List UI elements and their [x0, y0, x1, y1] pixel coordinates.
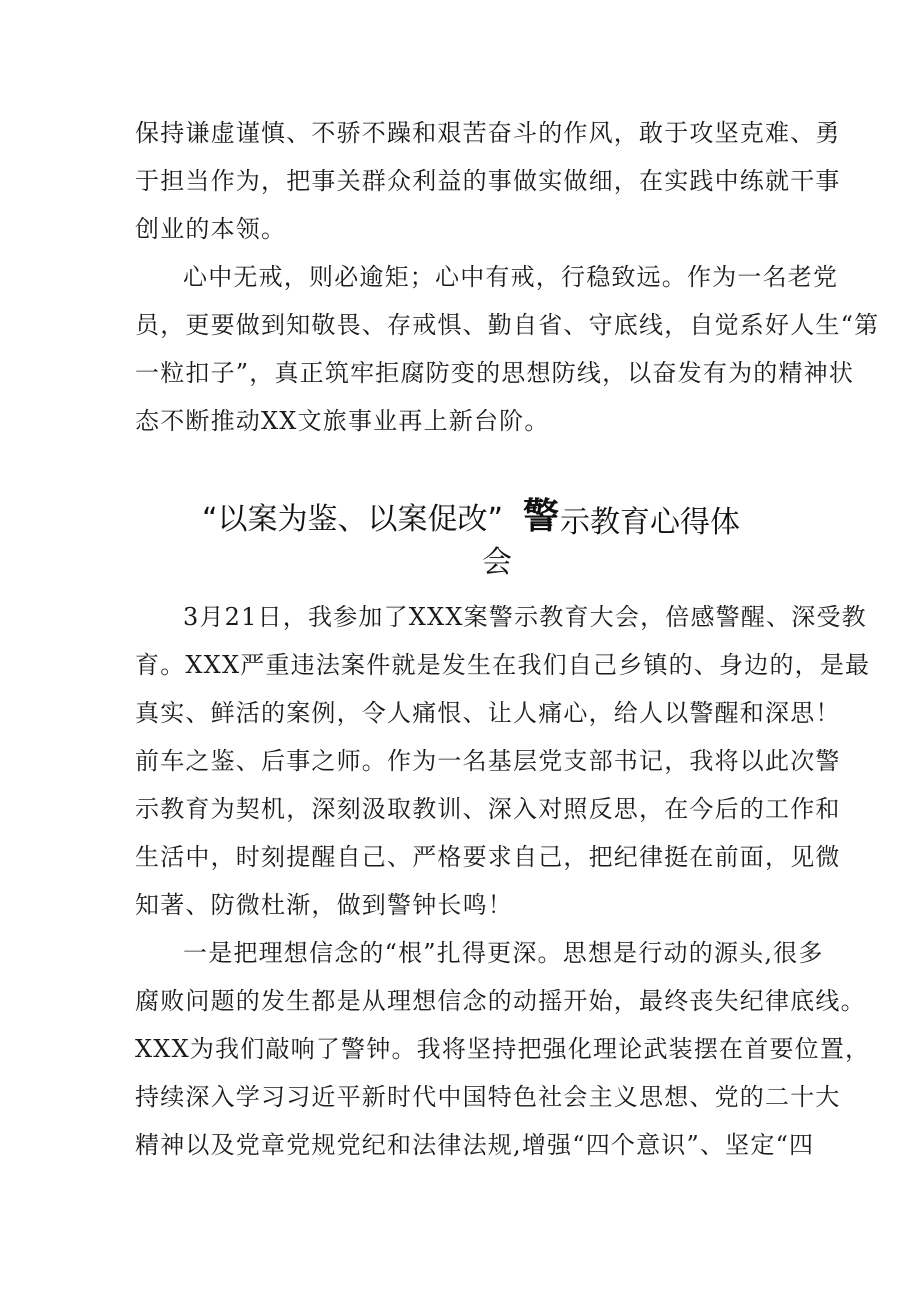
- article-text-line-11: 持续深入学习习近平新时代中国特色社会主义思想、党的二十大: [135, 1083, 841, 1111]
- article-title-part2: 示教育心得体: [560, 505, 740, 540]
- article-text-line-9: 腐败问题的发生都是从理想信念的动摇开始，最终丧失纪律底线。: [135, 987, 866, 1015]
- article-text-line-10: XXX为我们敲响了警钟。我将坚持把强化理论武装摆在首要位置，: [135, 1035, 871, 1063]
- article-title-line2: 会: [482, 545, 512, 580]
- prev-text-line-4: 心中无戒，则必逾矩；心中有戒，行稳致远。作为一名老党: [183, 263, 839, 291]
- prev-text-line-7: 态不断推动XX文旅事业再上新台阶。: [135, 407, 550, 435]
- prev-text-line-3: 创业的本领。: [135, 215, 287, 243]
- article-text-line-4: 前车之鉴、后事之师。作为一名基层党支部书记，我将以此次警: [135, 747, 841, 775]
- prev-text-line-6: 一粒扣子”，真正筑牢拒腐防变的思想防线，以奋发有为的精神状: [135, 359, 855, 387]
- article-text-line-12: 精神以及党章党规党纪和法律法规,增强“四个意识”、坚定“四: [135, 1131, 815, 1159]
- article-text-line-8: 一是把理想信念的“根”扎得更深。思想是行动的源头,很多: [183, 939, 824, 967]
- article-text-line-6: 生活中，时刻提醒自己、严格要求自己，把纪律挺在前面，见微: [135, 843, 841, 871]
- article-text-line-2: 育。XXX严重违法案件就是发生在我们自己乡镇的、身边的，是最: [135, 651, 871, 679]
- article-text-line-1: 3月21日，我参加了XXX案警示教育大会，倍感警醒、深受教: [183, 603, 867, 631]
- article-text-line-3: 真实、鲜活的案例，令人痛恨、让人痛心，给人以警醒和深思！: [135, 699, 841, 727]
- prev-text-line-5: 员，更要做到知敬畏、存戒惧、勤自省、守底线，自觉系好人生“第: [135, 311, 880, 339]
- article-text-line-5: 示教育为契机，深刻汲取教训、深入对照反思，在今后的工作和: [135, 795, 841, 823]
- article-text-line-7: 知著、防微杜渐，做到警钟长鸣！: [135, 891, 513, 919]
- prev-text-line-1: 保持谦虚谨慎、不骄不躁和艰苦奋斗的作风，敢于攻坚克难、勇: [135, 119, 841, 147]
- article-title-big-char: 警: [523, 496, 560, 537]
- prev-text-line-2: 于担当作为，把事关群众利益的事做实做细，在实践中练就干事: [135, 167, 841, 195]
- article-title-part1: “以案为鉴、以案促改”: [202, 502, 504, 537]
